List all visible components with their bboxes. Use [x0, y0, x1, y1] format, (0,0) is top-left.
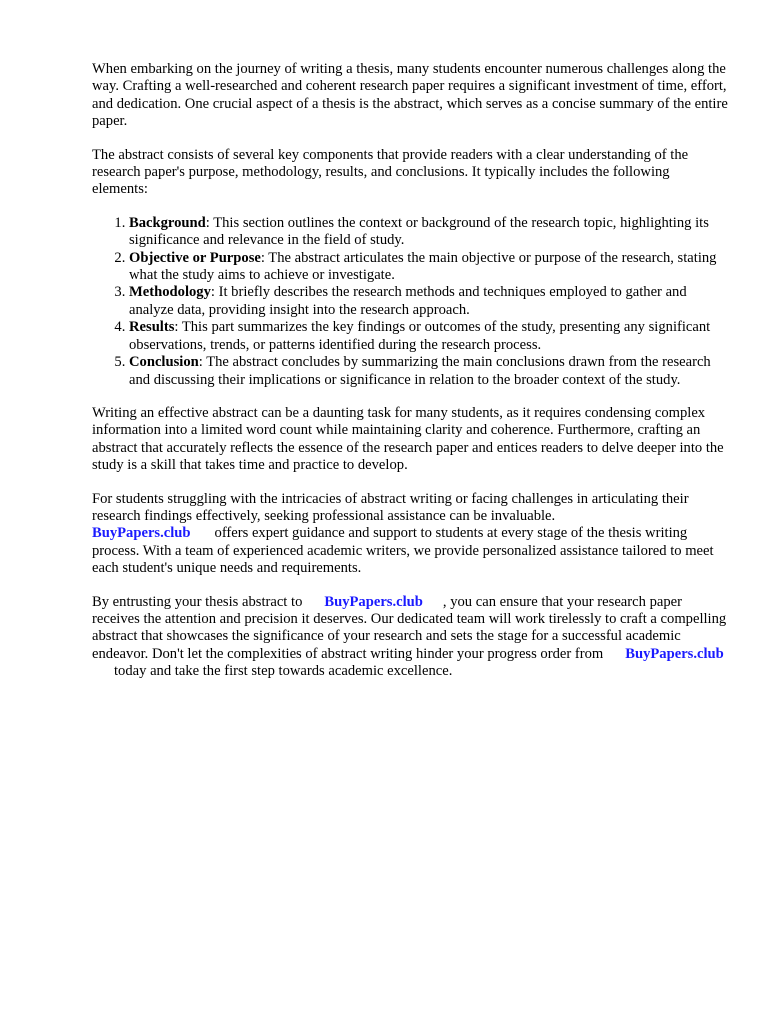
- list-item-term: Objective or Purpose: [129, 249, 261, 266]
- buypapers-link[interactable]: BuyPapers.club: [625, 645, 724, 662]
- list-item-text: : It briefly describes the research methods and techniques employed to gather and analyze data, providing insight into the research approach.: [129, 284, 687, 318]
- list-item-text: : The abstract concludes by summarizing the main conclusions drawn from the research and discussing their implications or significance in relation to the broader context of the study.: [129, 354, 711, 388]
- closing-text-middle: , you can ensure that your research paper receives the attention and precision it deserves. Our dedicated team will work tirelessly to craft a compelling abstract that showcases the significance of your research and sets the stage for a successful academic endeavor. Don't let the complexities of abstract writing hinder your progress order from: [92, 593, 727, 662]
- intro-paragraph: When embarking on the journey of writing a thesis, many students encounter numerous challenges along the way. Crafting a well-researched and coherent research paper requires a significant investment of time, effort, and dedication. One crucial aspect of a thesis is the abstract, which serves as a concise summary of the entire paper.: [92, 61, 728, 130]
- list-item: [129, 319, 728, 354]
- closing-paragraph: [92, 594, 728, 681]
- buypapers-link[interactable]: BuyPapers.club: [324, 593, 423, 610]
- list-item: [129, 284, 728, 319]
- assistance-paragraph: [92, 491, 728, 578]
- list-item-text: : The abstract articulates the main objective or purpose of the research, stating what the study aims to achieve or investigate.: [129, 249, 717, 284]
- list-item: [129, 250, 728, 285]
- difficulty-paragraph: Writing an effective abstract can be a daunting task for many students, as it requires condensing complex information into a limited word count while maintaining clarity and coherence. Furthermore, crafting an abstract that accurately reflects the essence of the research paper and entices readers to delve deeper into the study is a skill that takes time and practice to develop.: [92, 404, 724, 474]
- assistance-text-before: For students struggling with the intricacies of abstract writing or facing challenges in articulating their research findings effectively, seeking professional assistance can be invaluable.: [92, 490, 689, 524]
- abstract-elements-list: [92, 215, 728, 389]
- assistance-text-after: offers expert guidance and support to students at every stage of the thesis writing process. With a team of experienced academic writers, we provide personalized assistance tailored to meet each student's unique needs and requirements.: [92, 525, 714, 577]
- abstract-components-paragraph: The abstract consists of several key components that provide readers with a clear understanding of the research paper's purpose, methodology, results, and conclusions. It typically includes the following elements:: [92, 146, 689, 198]
- buypapers-link[interactable]: BuyPapers.club: [92, 525, 191, 542]
- list-item-term: Results: [129, 319, 175, 336]
- list-item: [129, 354, 728, 389]
- list-item-term: Conclusion: [129, 354, 199, 371]
- closing-text-after: today and take the first step towards academic excellence.: [114, 663, 453, 680]
- list-item-text: : This part summarizes the key findings or outcomes of the study, presenting any significant observations, trends, or patterns identified during the research process.: [129, 319, 711, 353]
- list-item-text: : This section outlines the context or background of the research topic, highlighting its significance and relevance in the field of study.: [129, 214, 709, 249]
- list-item: [129, 215, 728, 250]
- closing-text-before: By entrusting your thesis abstract to: [92, 593, 303, 610]
- list-item-term: Background: [129, 214, 206, 231]
- list-item-term: Methodology: [129, 284, 211, 301]
